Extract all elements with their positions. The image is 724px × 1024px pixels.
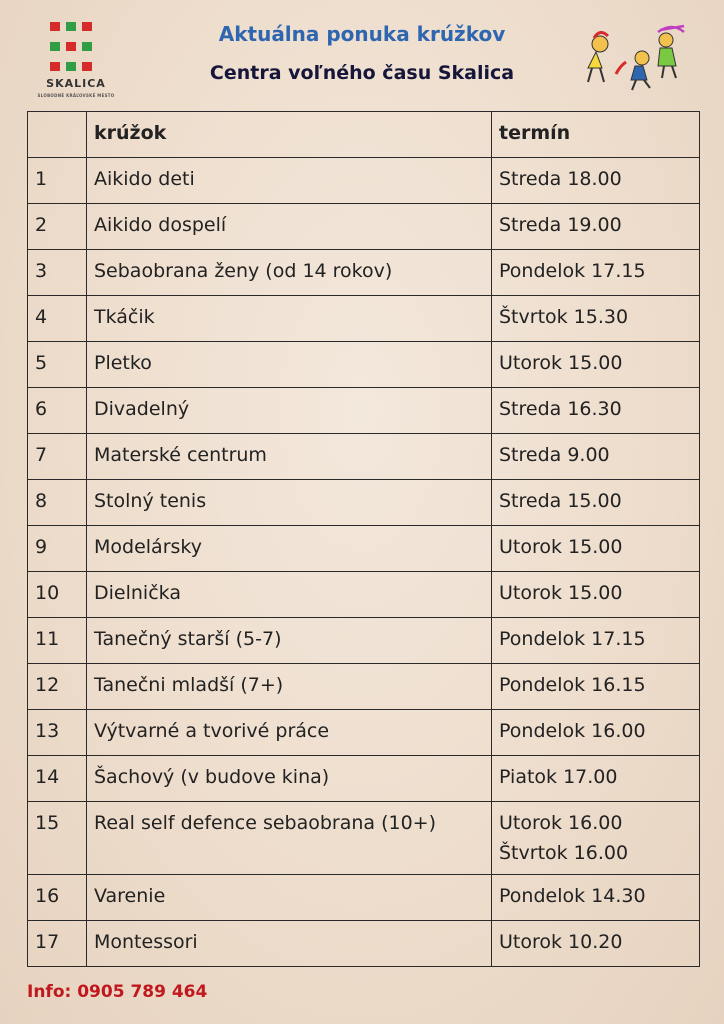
row-time-value: Streda 19.00 <box>499 214 622 236</box>
row-time-value: Utorok 15.00 <box>499 582 623 604</box>
row-time-value: Streda 9.00 <box>499 444 610 466</box>
row-time-value: Štvrtok 15.30 <box>499 306 629 328</box>
table-row <box>28 921 700 967</box>
table-row <box>28 434 700 480</box>
row-time <box>492 664 700 710</box>
row-time-value: Utorok 15.00 <box>499 536 623 558</box>
row-circle-name: Sebaobrana ženy (od 14 rokov) <box>87 250 492 296</box>
table-row <box>28 756 700 802</box>
row-time <box>492 802 700 875</box>
row-time-value: Pondelok 16.00 <box>499 720 646 742</box>
row-circle-name: Tkáčik <box>87 296 492 342</box>
row-number: 13 <box>28 710 87 756</box>
row-time <box>492 296 700 342</box>
row-time-value: Utorok 10.20 <box>499 931 623 953</box>
row-number: 11 <box>28 618 87 664</box>
table-header-row <box>28 112 700 158</box>
row-time <box>492 710 700 756</box>
row-circle-name: Modelársky <box>87 526 492 572</box>
row-circle-name: Divadelný <box>87 388 492 434</box>
cvc-children-logo <box>580 22 690 106</box>
row-time-value-2: Štvrtok 16.00 <box>499 842 629 864</box>
table-row <box>28 710 700 756</box>
row-time <box>492 250 700 296</box>
row-time <box>492 342 700 388</box>
row-number: 10 <box>28 572 87 618</box>
row-circle-name: Výtvarné a tvorivé práce <box>87 710 492 756</box>
table-row <box>28 296 700 342</box>
table-row <box>28 342 700 388</box>
row-number: 16 <box>28 875 87 921</box>
row-time <box>492 388 700 434</box>
row-number: 6 <box>28 388 87 434</box>
row-time-value: Streda 15.00 <box>499 490 622 512</box>
row-circle-name: Tanečni mladší (7+) <box>87 664 492 710</box>
row-circle-name: Šachový (v budove kina) <box>87 756 492 802</box>
row-time <box>492 875 700 921</box>
row-time <box>492 480 700 526</box>
row-number: 14 <box>28 756 87 802</box>
table-row <box>28 158 700 204</box>
row-time-value: Pondelok 17.15 <box>499 628 646 650</box>
row-number: 3 <box>28 250 87 296</box>
table-row <box>28 802 700 875</box>
row-time <box>492 618 700 664</box>
row-number: 5 <box>28 342 87 388</box>
row-number: 4 <box>28 296 87 342</box>
row-time <box>492 526 700 572</box>
row-circle-name: Real self defence sebaobrana (10+) <box>87 802 492 875</box>
page-title: Aktuálna ponuka krúžkov <box>218 22 506 46</box>
page-subtitle: Centra voľného času Skalica <box>209 62 515 84</box>
row-time <box>492 204 700 250</box>
table-row <box>28 250 700 296</box>
row-time-value: Utorok 16.00 <box>499 812 623 834</box>
row-time <box>492 921 700 967</box>
row-circle-name: Aikido dospelí <box>87 204 492 250</box>
row-time <box>492 434 700 480</box>
header-number <box>28 112 87 158</box>
row-number: 9 <box>28 526 87 572</box>
skalica-logo-subtitle: SLOBODNÉ KRÁĽOVSKÉ MESTO <box>37 93 115 98</box>
row-number: 8 <box>28 480 87 526</box>
table-row <box>28 526 700 572</box>
table-row <box>28 664 700 710</box>
row-time-value: Streda 18.00 <box>499 168 622 190</box>
row-time-value: Pondelok 16.15 <box>499 674 646 696</box>
table-row <box>28 618 700 664</box>
row-circle-name: Pletko <box>87 342 492 388</box>
row-circle-name: Aikido deti <box>87 158 492 204</box>
row-circle-name: Tanečný starší (5-7) <box>87 618 492 664</box>
row-time-value: Piatok 17.00 <box>499 766 618 788</box>
info-contact: Info: 0905 789 464 <box>27 982 208 1002</box>
row-time-value: Streda 16.30 <box>499 398 622 420</box>
row-number: 15 <box>28 802 87 875</box>
row-time <box>492 158 700 204</box>
row-time-value: Pondelok 14.30 <box>499 885 646 907</box>
row-circle-name: Materské centrum <box>87 434 492 480</box>
row-time <box>492 572 700 618</box>
row-number: 12 <box>28 664 87 710</box>
row-time-value: Pondelok 17.15 <box>499 260 646 282</box>
row-time-value: Utorok 15.00 <box>499 352 623 374</box>
circles-table <box>27 111 700 967</box>
table-row <box>28 480 700 526</box>
row-number: 1 <box>28 158 87 204</box>
table-row <box>28 204 700 250</box>
row-circle-name: Varenie <box>87 875 492 921</box>
row-number: 7 <box>28 434 87 480</box>
row-time <box>492 756 700 802</box>
row-number: 2 <box>28 204 87 250</box>
row-circle-name: Dielnička <box>87 572 492 618</box>
table-row <box>28 388 700 434</box>
row-number: 17 <box>28 921 87 967</box>
header-time: termín <box>492 112 700 158</box>
row-circle-name: Montessori <box>87 921 492 967</box>
header-circle: krúžok <box>87 112 492 158</box>
table-row <box>28 572 700 618</box>
row-circle-name: Stolný tenis <box>87 480 492 526</box>
table-row <box>28 875 700 921</box>
skalica-logo-name: SKALICA <box>46 77 106 90</box>
